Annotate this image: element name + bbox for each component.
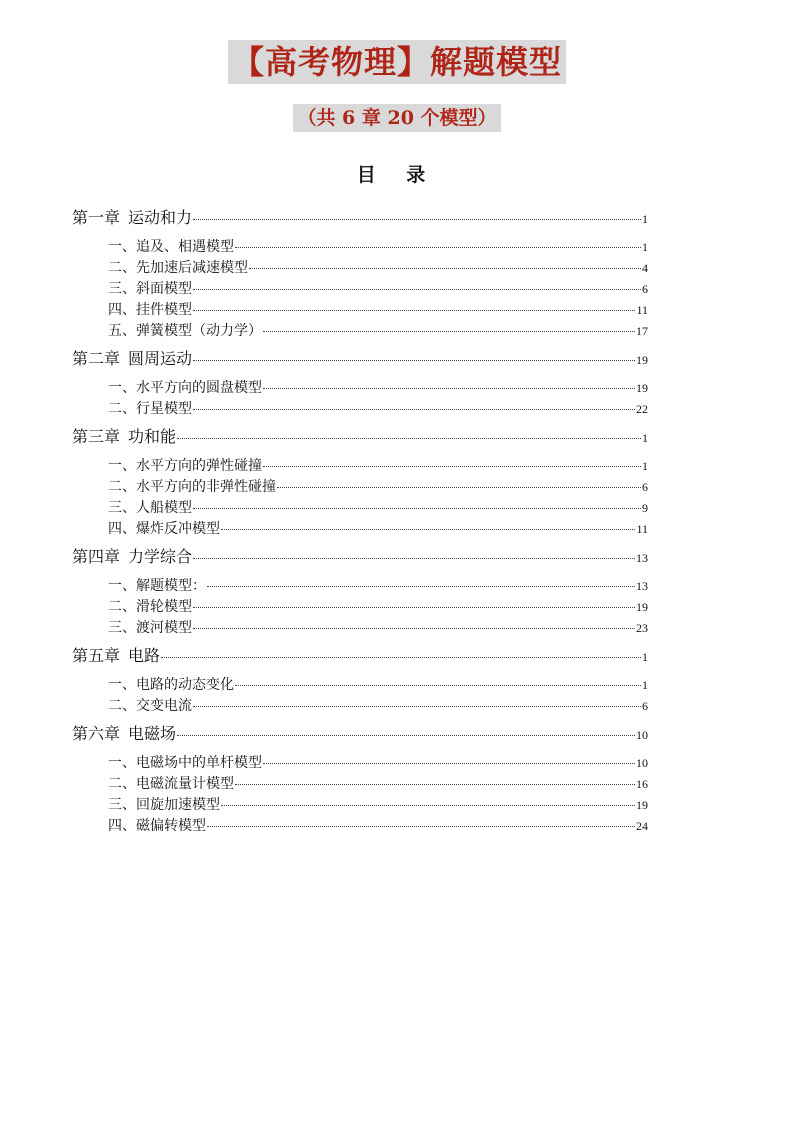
toc-section-entry[interactable] [72, 278, 648, 299]
toc-section-entry[interactable] [72, 752, 648, 773]
page-number: 6 [642, 699, 648, 713]
dot-leader [235, 784, 635, 785]
chapter-title: 功和能 [128, 427, 177, 446]
section-label: 一、电磁场中的单杆模型 [108, 755, 262, 771]
toc-heading: 目 录 [356, 164, 438, 186]
page-number: 19 [636, 381, 648, 395]
dot-leader [177, 438, 641, 439]
dot-leader [193, 310, 635, 311]
chapter-number: 第五章 [72, 646, 121, 665]
section-label: 四、爆炸反冲模型 [108, 521, 220, 537]
toc-section-entry[interactable] [72, 518, 648, 539]
section-label: 二、水平方向的非弹性碰撞 [108, 479, 276, 495]
dot-leader [263, 763, 635, 764]
subtitle-block [0, 104, 794, 132]
dot-leader [177, 735, 635, 736]
section-label: 三、斜面模型 [108, 281, 192, 297]
toc-section-entry[interactable] [72, 596, 648, 617]
toc-section-entry[interactable] [72, 575, 648, 596]
toc-section-entry[interactable] [72, 320, 648, 341]
page-number: 22 [636, 402, 648, 416]
chapter-number: 第一章 [72, 208, 121, 227]
page-number: 19 [636, 353, 648, 367]
table-of-contents [72, 200, 648, 836]
dot-leader [207, 586, 635, 587]
page-number: 13 [636, 579, 648, 593]
page-number: 13 [636, 551, 648, 565]
section-label: 二、滑轮模型 [108, 599, 192, 615]
page-number: 10 [636, 728, 648, 742]
toc-chapter-entry[interactable] [72, 346, 648, 372]
toc-section-entry[interactable] [72, 455, 648, 476]
dot-leader [193, 607, 635, 608]
dot-leader [193, 409, 635, 410]
chapter-label [72, 346, 192, 369]
section-label: 二、先加速后减速模型 [108, 260, 248, 276]
dot-leader [161, 657, 641, 658]
toc-section-entry[interactable] [72, 815, 648, 836]
page-number: 1 [642, 212, 648, 226]
dot-leader [207, 826, 635, 827]
chapter-title: 电磁场 [128, 724, 177, 743]
section-label: 一、电路的动态变化 [108, 677, 234, 693]
chapter-number: 第四章 [72, 547, 121, 566]
toc-section-entry[interactable] [72, 257, 648, 278]
page-number: 4 [642, 261, 648, 275]
chapter-title: 电路 [128, 646, 161, 665]
section-label: 四、挂件模型 [108, 302, 192, 318]
dot-leader [277, 487, 641, 488]
section-label: 一、水平方向的弹性碰撞 [108, 458, 262, 474]
chapter-label [72, 205, 192, 228]
chapter-number: 第二章 [72, 349, 121, 368]
chapter-label [72, 424, 176, 447]
chapter-number: 第三章 [72, 427, 121, 446]
page-number: 17 [636, 324, 648, 338]
dot-leader [263, 331, 635, 332]
page-number: 16 [636, 777, 648, 791]
toc-section-entry[interactable] [72, 773, 648, 794]
section-label: 一、水平方向的圆盘模型 [108, 380, 262, 396]
section-label: 一、解题模型： [108, 578, 206, 594]
dot-leader [193, 628, 635, 629]
page-number: 23 [636, 621, 648, 635]
dot-leader [263, 466, 641, 467]
chapter-number: 第六章 [72, 724, 121, 743]
toc-chapter-entry[interactable] [72, 643, 648, 669]
section-label: 二、电磁流量计模型 [108, 776, 234, 792]
dot-leader [193, 508, 641, 509]
dot-leader [249, 268, 641, 269]
chapter-label [72, 643, 160, 666]
dot-leader [193, 289, 641, 290]
toc-chapter-entry[interactable] [72, 205, 648, 231]
dot-leader [193, 360, 635, 361]
section-label: 二、行星模型 [108, 401, 192, 417]
section-label: 三、回旋加速模型 [108, 797, 220, 813]
toc-section-entry[interactable] [72, 497, 648, 518]
dot-leader [221, 529, 635, 530]
dot-leader [263, 388, 635, 389]
toc-section-entry[interactable] [72, 299, 648, 320]
page-number: 11 [636, 303, 648, 317]
dot-leader [193, 558, 635, 559]
chapter-label [72, 544, 192, 567]
chapter-title: 运动和力 [128, 208, 193, 227]
section-label: 一、追及、相遇模型 [108, 239, 234, 255]
page-number: 1 [642, 459, 648, 473]
toc-section-entry[interactable] [72, 794, 648, 815]
chapter-title: 圆周运动 [128, 349, 193, 368]
section-label: 二、交变电流 [108, 698, 192, 714]
document-title: 【高考物理】解题模型 [228, 40, 566, 84]
dot-leader [235, 247, 641, 248]
page-number: 1 [642, 431, 648, 445]
page-number: 6 [642, 480, 648, 494]
page-number: 9 [642, 501, 648, 515]
toc-section-entry[interactable] [72, 236, 648, 257]
dot-leader [235, 685, 641, 686]
page-number: 1 [642, 240, 648, 254]
page-number: 24 [636, 819, 648, 833]
page-number: 19 [636, 798, 648, 812]
toc-section-entry[interactable] [72, 674, 648, 695]
section-label: 三、渡河模型 [108, 620, 192, 636]
dot-leader [221, 805, 635, 806]
page-number: 19 [636, 600, 648, 614]
dot-leader [193, 219, 641, 220]
toc-section-entry[interactable] [72, 617, 648, 638]
document-subtitle: （共 6 章 20 个模型） [293, 104, 500, 132]
section-label: 五、弹簧模型（动力学） [108, 323, 262, 339]
page-number: 6 [642, 282, 648, 296]
chapter-label [72, 721, 176, 744]
toc-chapter-entry[interactable] [72, 544, 648, 570]
toc-section-entry[interactable] [72, 398, 648, 419]
page-number: 1 [642, 650, 648, 664]
page-number: 10 [636, 756, 648, 770]
toc-section-entry[interactable] [72, 476, 648, 497]
dot-leader [193, 706, 641, 707]
section-label: 三、人船模型 [108, 500, 192, 516]
toc-chapter-entry[interactable] [72, 721, 648, 747]
page-number: 11 [636, 522, 648, 536]
page-number: 1 [642, 678, 648, 692]
chapter-title: 力学综合 [128, 547, 193, 566]
section-label: 四、磁偏转模型 [108, 818, 206, 834]
toc-section-entry[interactable] [72, 377, 648, 398]
toc-section-entry[interactable] [72, 695, 648, 716]
toc-chapter-entry[interactable] [72, 424, 648, 450]
title-block [0, 40, 794, 84]
